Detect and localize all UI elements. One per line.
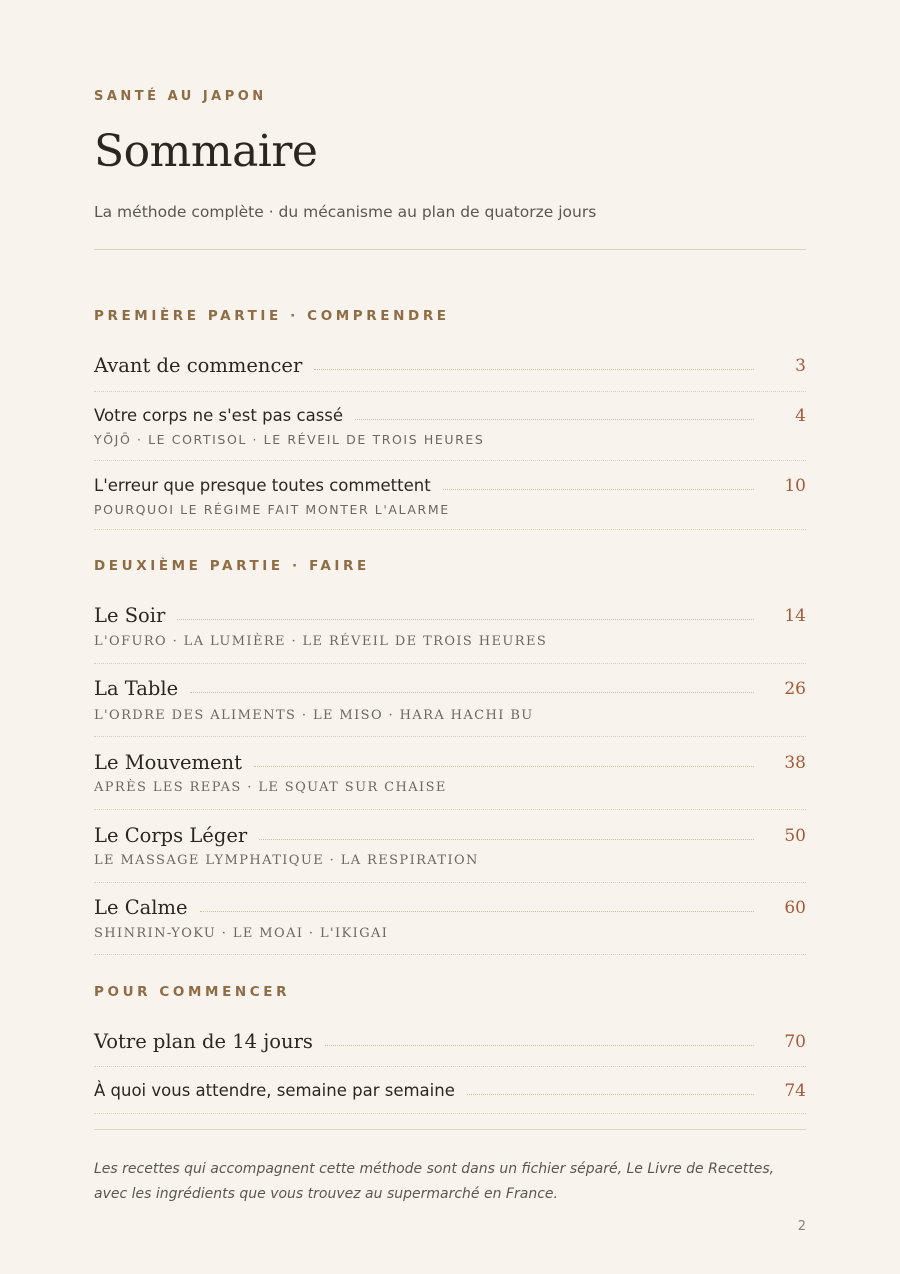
entry-title: Votre corps ne s'est pas cassé	[94, 406, 344, 425]
entry-page-number: 60	[784, 898, 806, 918]
part-heading: DEUXIÈME PARTIE · FAIRE	[94, 558, 370, 574]
dot-leader	[254, 766, 754, 767]
part-heading: POUR COMMENCER	[94, 984, 291, 1000]
entry-title: Avant de commencer	[94, 354, 303, 377]
entry-title: La Table	[94, 677, 179, 700]
entry-divider	[94, 882, 806, 883]
entry-page-number: 70	[784, 1032, 806, 1052]
entry-divider	[94, 1066, 806, 1067]
toc-entry[interactable]	[94, 822, 806, 868]
page-subtitle: La méthode complète · du mécanisme au plan de quatorze jours	[94, 203, 597, 221]
entry-topics: SHINRIN-YOKU · LE MOAI · L'IKIGAI	[94, 926, 389, 941]
dot-leader	[325, 1045, 754, 1046]
toc-entry[interactable]	[94, 675, 806, 723]
entry-title: Le Soir	[94, 604, 166, 627]
toc-entry[interactable]	[94, 352, 806, 382]
toc-entry[interactable]	[94, 1077, 806, 1107]
entry-topics: APRÈS LES REPAS · LE SQUAT SUR CHAISE	[94, 780, 447, 795]
entry-title: À quoi vous attendre, semaine par semaine	[94, 1081, 455, 1100]
header-divider	[94, 249, 806, 250]
dot-leader	[355, 419, 754, 420]
entry-page-number: 26	[784, 679, 806, 699]
entry-divider	[94, 1113, 806, 1114]
dot-leader	[443, 489, 754, 490]
entry-page-number: 3	[795, 356, 806, 376]
recipes-note: Les recettes qui accompagnent cette méthode sont dans un fichier séparé, Le Livre de Recettes, avec les ingrédients que vous trouvez au supermarché en France.	[94, 1161, 775, 1202]
entry-page-number: 74	[784, 1081, 806, 1101]
entry-topics: YŌJŌ · LE CORTISOL · LE RÉVEIL DE TROIS HEURES	[94, 432, 485, 447]
entry-divider	[94, 391, 806, 392]
page-title: Sommaire	[94, 126, 318, 177]
dot-leader	[467, 1094, 754, 1095]
dot-leader	[190, 692, 754, 693]
toc-entry[interactable]	[94, 472, 806, 517]
toc-entry[interactable]	[94, 749, 806, 795]
entry-divider	[94, 736, 806, 737]
entry-title: Votre plan de 14 jours	[94, 1030, 313, 1053]
entry-topics: L'ORDRE DES ALIMENTS · LE MISO · HARA HACHI BU	[94, 708, 534, 723]
dot-leader	[259, 839, 754, 840]
book-kicker: SANTÉ AU JAPON	[94, 89, 267, 104]
dot-leader	[200, 911, 754, 912]
entry-topics: POURQUOI LE RÉGIME FAIT MONTER L'ALARME	[94, 502, 450, 517]
toc-entry[interactable]	[94, 602, 806, 649]
dot-leader	[177, 619, 754, 620]
entry-page-number: 10	[784, 476, 806, 496]
entry-divider	[94, 529, 806, 530]
entry-page-number: 38	[784, 753, 806, 773]
entry-page-number: 14	[784, 606, 806, 626]
dot-leader	[314, 369, 754, 370]
entry-divider	[94, 460, 806, 461]
entry-page-number: 50	[784, 826, 806, 846]
entry-title: L'erreur que presque toutes commettent	[94, 476, 431, 495]
page-number: 2	[797, 1219, 806, 1234]
toc-entry[interactable]	[94, 402, 806, 447]
entry-topics: L'OFURO · LA LUMIÈRE · LE RÉVEIL DE TROIS HEURES	[94, 634, 548, 649]
part-heading: PREMIÈRE PARTIE · COMPRENDRE	[94, 308, 450, 324]
toc-entry[interactable]	[94, 894, 806, 941]
toc-entry[interactable]	[94, 1028, 806, 1058]
entry-title: Le Calme	[94, 896, 188, 919]
entry-page-number: 4	[795, 406, 806, 426]
entry-title: Le Corps Léger	[94, 824, 248, 847]
entry-divider	[94, 809, 806, 810]
entry-topics: LE MASSAGE LYMPHATIQUE · LA RESPIRATION	[94, 853, 479, 868]
entry-divider	[94, 663, 806, 664]
entry-divider	[94, 954, 806, 955]
entry-title: Le Mouvement	[94, 751, 242, 774]
footer-divider	[94, 1129, 806, 1130]
